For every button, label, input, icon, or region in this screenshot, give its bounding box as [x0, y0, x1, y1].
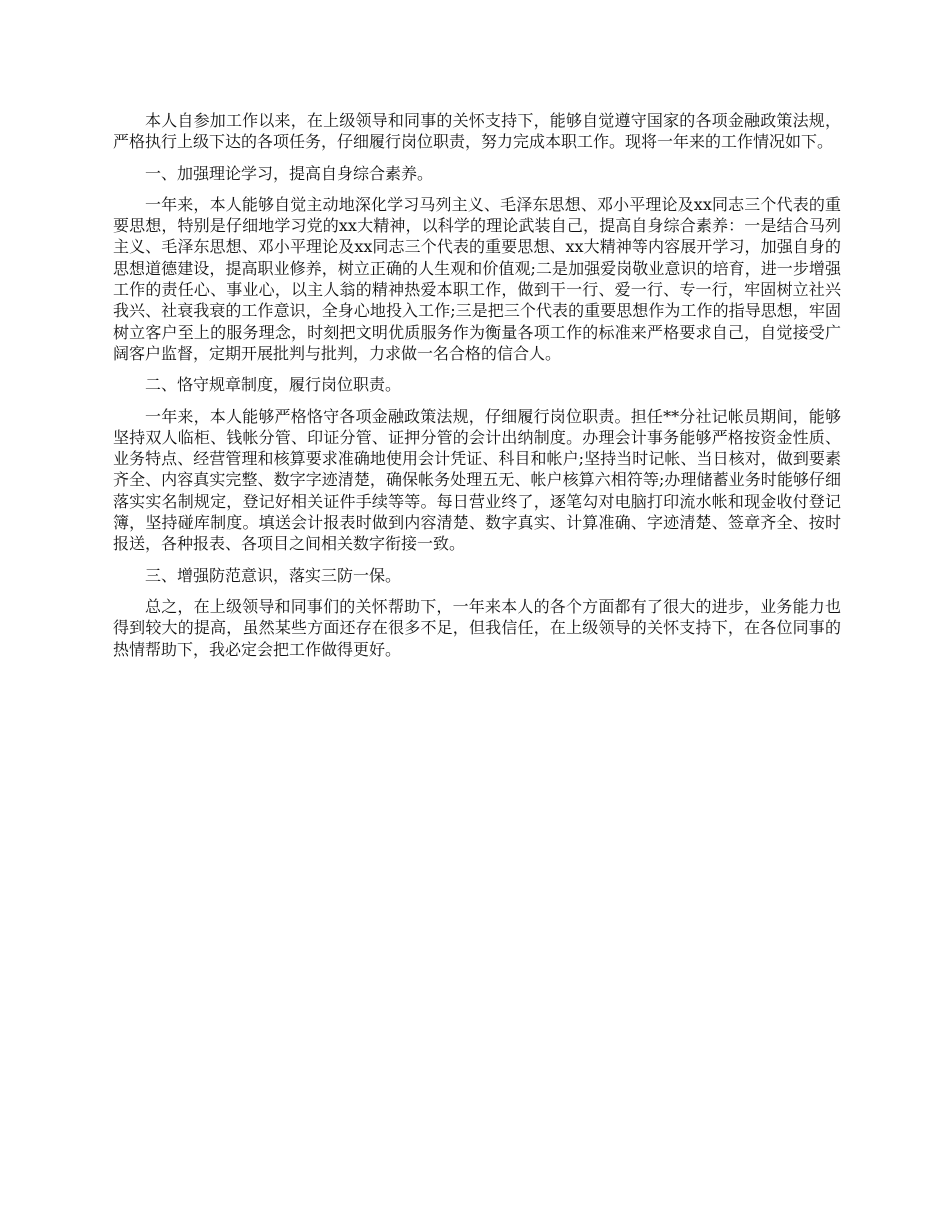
- conclusion-paragraph: 总之，在上级领导和同事们的关怀帮助下，一年来本人的各个方面都有了很大的进步，业务能力也得到较大的提高，虽然某些方面还存在很多不足，但我信任，在上级领导的关怀支持下，在各位同事的热情帮助下，我必定会把工作做得更好。: [113, 596, 841, 659]
- document-body: [113, 110, 841, 670]
- section-1-paragraph: 一年来，本人能够自觉主动地深化学习马列主义、毛泽东思想、邓小平理论及xx同志三个代表的重要思想，特别是仔细地学习党的xx大精神，以科学的理论武装自己，提高自身综合素养：一是结合马列主义、毛泽东思想、邓小平理论及xx同志三个代表的重要思想、xx大精神等内容展开学习，加强自身的思想道德建设，提高职业修养，树立正确的人生观和价值观;二是加强爱岗敬业意识的培育，进一步增强工作的责任心、事业心，以主人翁的精神热爱本职工作，做到干一行、爱一行、专一行，牢固树立社兴我兴、社衰我衰的工作意识，全身心地投入工作;三是把三个代表的重要思想作为工作的指导思想，牢固树立客户至上的服务理念，时刻把文明优质服务作为衡量各项工作的标准来严格要求自己，自觉接受广阔客户监督，定期开展批判与批判，力求做一名合格的信合人。: [113, 194, 841, 363]
- section-heading-1: 一、加强理论学习，提高自身综合素养。: [145, 163, 434, 183]
- section-heading-3: 三、增强防范意识，落实三防一保。: [145, 565, 402, 585]
- section-2-paragraph: 一年来，本人能够严格恪守各项金融政策法规，仔细履行岗位职责。担任**分社记帐员期间，能够坚持双人临柜、钱帐分管、印证分管、证押分管的会计出纳制度。办理会计事务能够严格按资金性质、业务特点、经营管理和核算要求准确地使用会计凭证、科目和帐户;坚持当时记帐、当日核对，做到要素齐全、内容真实完整、数字字迹清楚，确保帐务处理五无、帐户核算六相符等;办理储蓄业务时能够仔细落实实名制规定，登记好相关证件手续等等。每日营业终了，逐笔勾对电脑打印流水帐和现金收付登记簿，坚持碰库制度。填送会计报表时做到内容清楚、数字真实、计算准确、字迹清楚、签章齐全、按时报送，各种报表、各项目之间相关数字衔接一致。: [113, 406, 841, 554]
- section-heading-2: 二、恪守规章制度，履行岗位职责。: [145, 375, 402, 395]
- intro-paragraph: 本人自参加工作以来，在上级领导和同事的关怀支持下，能够自觉遵守国家的各项金融政策法规，严格执行上级下达的各项任务，仔细履行岗位职责，努力完成本职工作。现将一年来的工作情况如下。: [113, 111, 841, 152]
